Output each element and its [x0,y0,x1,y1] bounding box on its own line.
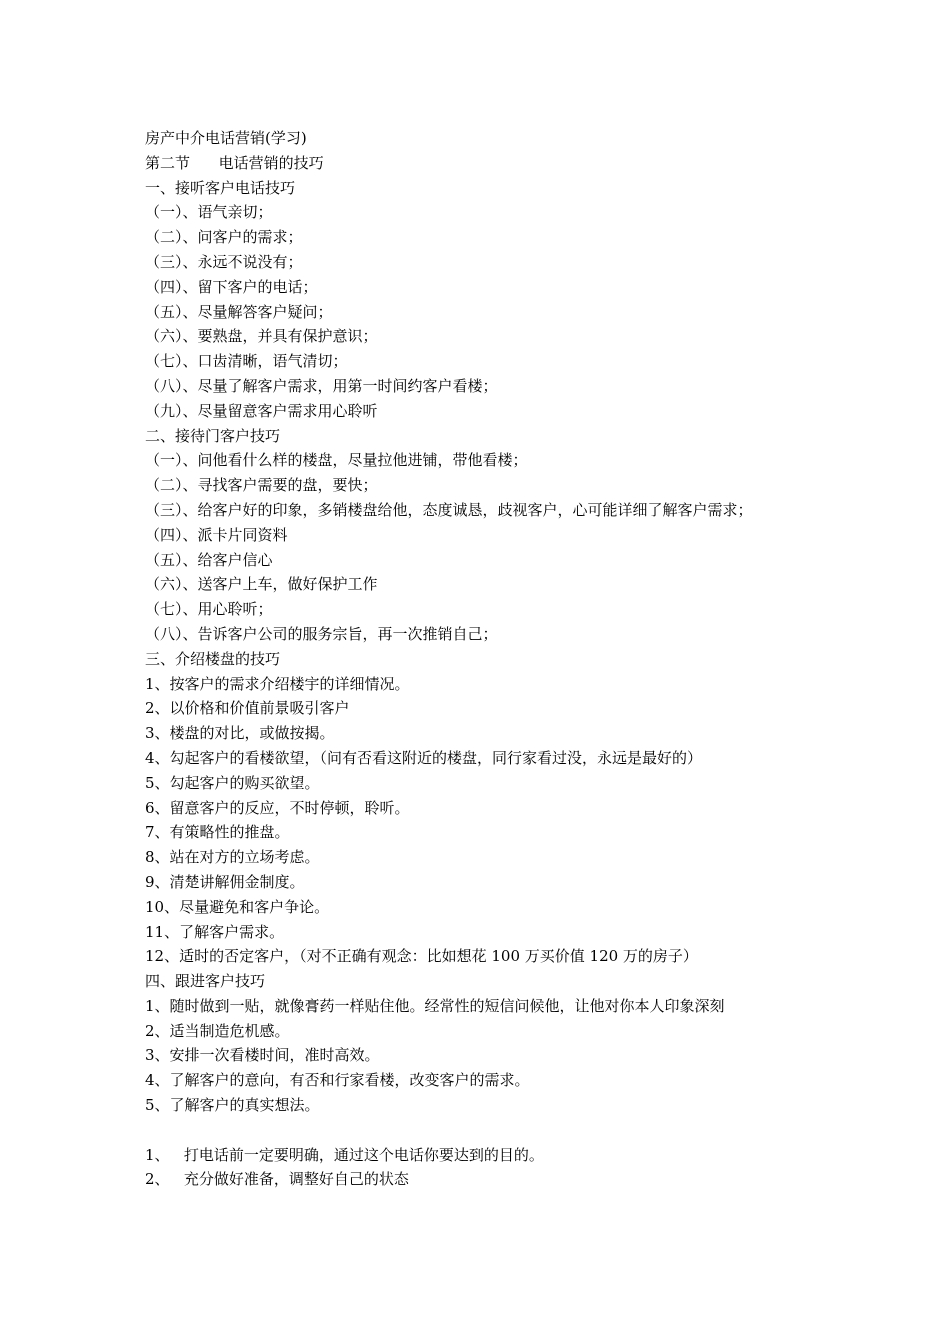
list-item: （五）、给客户信心 [145,550,273,569]
list-item: （三）、给客户好的印象，多销楼盘给他，态度诚恳，歧视客户，心可能详细了解客户需求； [145,500,753,519]
list-item: 1、按客户的需求介绍楼宇的详细情况。 [145,674,410,693]
list-item: 3、安排一次看楼时间，准时高效。 [145,1046,380,1065]
list-item: 12、适时的否定客户，（对不正确有观念：比如想花 100 万买价值 120 万的房子） [145,947,698,966]
list-item: （二）、寻找客户需要的盘，要快； [145,476,378,495]
list-item: （四）、派卡片同资料 [145,525,288,544]
list-item: （六）、送客户上车，做好保护工作 [145,575,378,594]
list-item: 11、了解客户需求。 [145,922,285,941]
list-item: 10、尽量避免和客户争论。 [145,897,330,916]
list-item: （八）、尽量了解客户需求，用第一时间约客户看楼； [145,376,498,395]
document-body [145,126,825,1192]
list-item: 8、站在对方的立场考虑。 [145,848,320,867]
list-item: 1、随时做到一贴，就像膏药一样贴住他。经常性的短信问候他，让他对你本人印象深刻 [145,996,725,1015]
list-item: 2、以价格和价值前景吸引客户 [145,699,350,718]
list-item: （二）、问客户的需求； [145,228,303,247]
list-item: 7、有策略性的推盘。 [145,823,290,842]
list-item: 3、楼盘的对比，或做按揭。 [145,724,335,743]
list-item: 2、适当制造危机感。 [145,1021,290,1040]
list-item: 4、勾起客户的看楼欲望，（问有否看这附近的楼盘，同行家看过没，永远是最好的） [145,748,703,767]
list-item: （七）、用心聆听； [145,600,273,619]
part2-heading: 二、接待门客户技巧 [145,426,281,445]
list-item: （九）、尽量留意客户需求用心聆听 [145,401,378,420]
list-item: 9、清楚讲解佣金制度。 [145,872,305,891]
section-heading: 第二节 电话营销的技巧 [145,153,324,172]
list-item: （七）、口齿清晰，语气清切； [145,352,348,371]
tip-item: 1、 打电话前一定要明确，通过这个电话你要达到的目的。 [145,1145,544,1164]
tip-item: 2、 充分做好准备，调整好自己的状态 [145,1170,409,1189]
list-item: 5、勾起客户的购买欲望。 [145,773,320,792]
part1-heading: 一、接听客户电话技巧 [145,178,296,197]
part4-heading: 四、跟进客户技巧 [145,972,266,991]
list-item: 4、了解客户的意向，有否和行家看楼，改变客户的需求。 [145,1071,530,1090]
list-item: 5、了解客户的真实想法。 [145,1096,320,1115]
spacer [145,1118,825,1143]
list-item: （五）、尽量解答客户疑问； [145,302,333,321]
list-item: （三）、永远不说没有； [145,252,303,271]
list-item: （一）、问他看什么样的楼盘，尽量拉他进铺，带他看楼； [145,451,528,470]
list-item: （六）、要熟盘，并具有保护意识； [145,327,378,346]
list-item: （一）、语气亲切； [145,203,273,222]
list-item: （八）、告诉客户公司的服务宗旨，再一次推销自己； [145,624,498,643]
document-title: 房产中介电话营销(学习) [145,129,307,147]
list-item: （四）、留下客户的电话； [145,277,318,296]
list-item: 6、留意客户的反应，不时停顿，聆听。 [145,798,410,817]
part3-heading: 三、介绍楼盘的技巧 [145,649,281,668]
